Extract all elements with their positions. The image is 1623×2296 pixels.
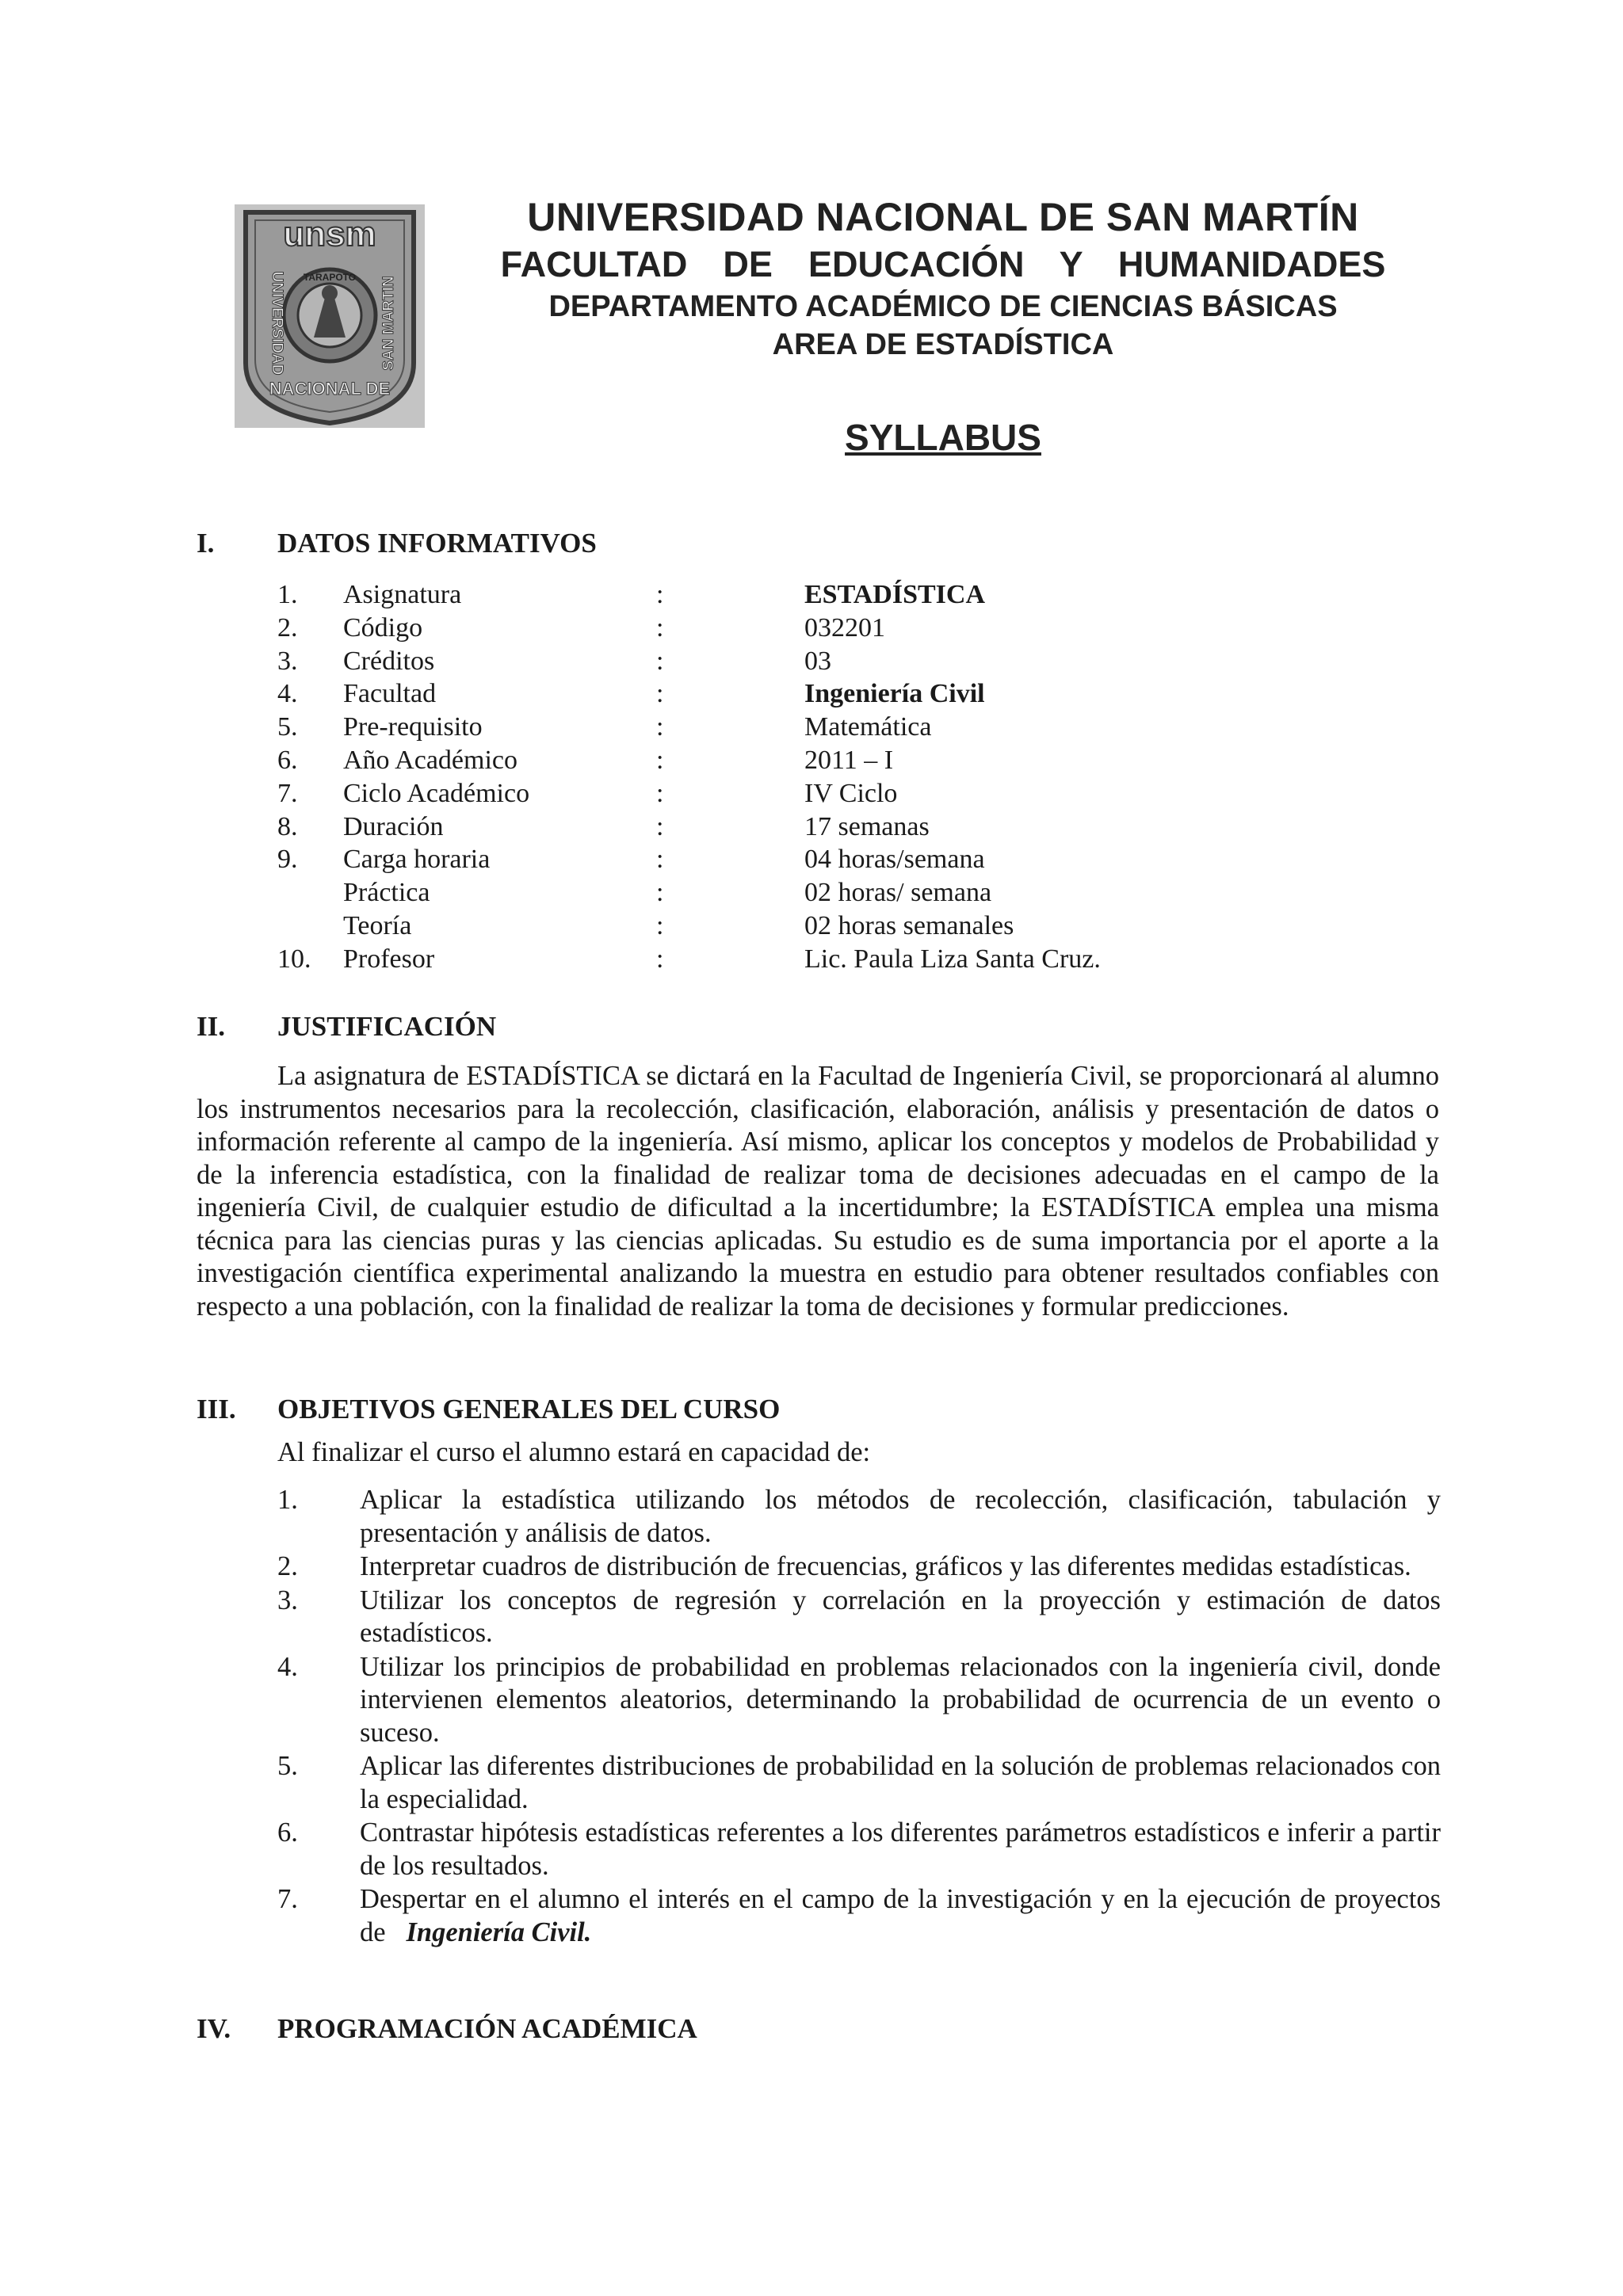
datos-row-colon: : xyxy=(656,679,664,709)
datos-row-label: Teoría xyxy=(343,911,412,940)
datos-row-number: 5. xyxy=(277,712,298,742)
objective-item xyxy=(277,1817,1441,1882)
objective-text-wrap xyxy=(360,1883,1441,1949)
datos-row-label: Pre-requisito xyxy=(343,712,483,742)
objective-number: 3. xyxy=(277,1585,298,1615)
datos-row-value: Ingeniería Civil xyxy=(804,679,985,709)
logo-right-text: SAN MARTIN xyxy=(380,276,397,371)
objective-item xyxy=(277,1585,1441,1650)
objective-text-wrap xyxy=(360,1550,1441,1584)
objective-emphasis: Ingeniería Civil. xyxy=(406,1917,592,1947)
university-title: UNIVERSIDAD NACIONAL DE SAN MARTÍN xyxy=(527,195,1359,239)
objective-number: 6. xyxy=(277,1817,298,1848)
objective-number: 4. xyxy=(277,1651,298,1682)
datos-row-value: 04 horas/semana xyxy=(804,845,985,875)
section-number: IV. xyxy=(197,2013,231,2044)
datos-row-number: 10. xyxy=(277,944,311,974)
datos-row-colon: : xyxy=(656,778,664,808)
datos-row-label: Código xyxy=(343,612,423,643)
datos-row-colon: : xyxy=(656,944,664,974)
objective-item xyxy=(277,1550,1441,1584)
objective-text: Aplicar las diferentes distribuciones de probabilidad en la solución de problemas relacionados con la especialidad. xyxy=(360,1751,1441,1814)
area-title: AREA DE ESTADÍSTICA xyxy=(772,328,1114,361)
datos-row-value: 2011 – I xyxy=(804,746,894,775)
datos-row-label: Duración xyxy=(343,811,444,841)
objective-text-wrap xyxy=(360,1651,1441,1750)
datos-row-label: Créditos xyxy=(343,646,435,676)
objectives-list xyxy=(277,1484,1441,1950)
objective-item xyxy=(277,1484,1441,1550)
justification-text xyxy=(197,1060,1439,1323)
datos-row-value: 02 horas/ semana xyxy=(804,878,992,908)
objective-text-wrap xyxy=(360,1817,1441,1882)
section-number: I. xyxy=(197,528,215,559)
datos-row-colon: : xyxy=(656,878,664,908)
datos-row-number: 6. xyxy=(277,746,298,775)
objective-item xyxy=(277,1750,1441,1816)
department-title: DEPARTAMENTO ACADÉMICO DE CIENCIAS BÁSICAS xyxy=(548,290,1338,323)
datos-row-label: Profesor xyxy=(343,944,435,974)
objective-number: 1. xyxy=(277,1485,298,1515)
objective-number: 2. xyxy=(277,1551,298,1581)
section-number: III. xyxy=(197,1394,236,1425)
datos-row-colon: : xyxy=(656,845,664,875)
objective-item xyxy=(277,1883,1441,1949)
section-title-justificacion: JUSTIFICACIÓN xyxy=(277,1011,497,1042)
logo-left-text: UNIVERSIDAD xyxy=(269,271,285,376)
section-title-programacion: PROGRAMACIÓN ACADÉMICA xyxy=(277,2013,697,2044)
logo-bottom-text: NACIONAL DE xyxy=(269,379,391,399)
objective-text: Despertar en el alumno el interés en el campo de la investigación y en la ejecución de proyectos de xyxy=(360,1884,1441,1947)
objective-text: Aplicar la estadística utilizando los métodos de recolección, clasificación, tabulación y presentación y análisis de datos. xyxy=(360,1485,1441,1548)
datos-row-label: Práctica xyxy=(343,878,430,908)
section-title-datos: DATOS INFORMATIVOS xyxy=(277,528,597,559)
datos-row-colon: : xyxy=(656,712,664,742)
datos-row-value: 17 semanas xyxy=(804,811,930,841)
objective-text-wrap xyxy=(360,1750,1441,1816)
datos-row-label: Ciclo Académico xyxy=(343,778,530,808)
datos-row-number: 3. xyxy=(277,646,298,676)
datos-row-value: 032201 xyxy=(804,612,885,643)
datos-row-value: 02 horas semanales xyxy=(804,911,1014,940)
university-seal-icon xyxy=(235,204,425,428)
datos-row-colon: : xyxy=(656,612,664,643)
logo-seal-text: TARAPOTO xyxy=(303,272,357,283)
datos-row-label: Facultad xyxy=(343,679,437,709)
datos-row-label: Año Académico xyxy=(343,746,517,775)
faculty-title: FACULTAD DE EDUCACIÓN Y HUMANIDADES xyxy=(500,244,1386,284)
datos-row-colon: : xyxy=(656,646,664,676)
objective-text-wrap xyxy=(360,1484,1441,1550)
objective-number: 7. xyxy=(277,1884,298,1914)
datos-row-number: 7. xyxy=(277,778,298,808)
university-logo xyxy=(235,204,425,428)
objective-number: 5. xyxy=(277,1751,298,1781)
datos-row-colon: : xyxy=(656,811,664,841)
datos-row-colon: : xyxy=(656,580,664,609)
section-title-objetivos: OBJETIVOS GENERALES DEL CURSO xyxy=(277,1394,781,1425)
datos-row-number: 9. xyxy=(277,845,298,875)
objective-text: Contrastar hipótesis estadísticas referentes a los diferentes parámetros estadísticos e inferir a partir de los resultados. xyxy=(360,1817,1441,1881)
objective-text: Interpretar cuadros de distribución de frecuencias, gráficos y las diferentes medidas estadísticas. xyxy=(360,1551,1411,1581)
objectives-intro: Al finalizar el curso el alumno estará en capacidad de: xyxy=(277,1437,871,1467)
document-title: SYLLABUS xyxy=(845,417,1041,458)
justification-paragraph: La asignatura de ESTADÍSTICA se dictará en la Facultad de Ingeniería Civil, se proporcionará al alumno los instrumentos necesarios para la recolección, clasificación, elaboración, análisis y presentación de datos o información referente al campo de la ingeniería. Así mismo, aplicar los conceptos y modelos de Probabilidad y de la inferencia estadística, con la finalidad de realizar toma de decisiones adecuadas en el campo de la ingeniería Civil, de cualquier estudio de dificultad a la incertidumbre; la ESTADÍSTICA emplea una misma técnica para las ciencias puras y las ciencias aplicadas. Su estudio es de suma importancia por el aporte a la investigación científica experimental analizando la muestra en estudio para obtener resultados confiables con respecto a una población, con la finalidad de realizar la toma de decisiones y formular predicciones. xyxy=(197,1061,1439,1322)
logo-top-text: unsm xyxy=(283,215,376,254)
datos-row-value: 03 xyxy=(804,646,831,676)
datos-row-number: 2. xyxy=(277,612,298,643)
section-number: II. xyxy=(197,1011,225,1042)
datos-row-colon: : xyxy=(656,746,664,775)
datos-row-value: ESTADÍSTICA xyxy=(804,580,986,609)
datos-row-number: 1. xyxy=(277,580,298,609)
objective-text: Utilizar los principios de probabilidad en problemas relacionados con la ingeniería civil, donde intervienen elementos aleatorios, determinando la probabilidad de ocurrencia de un evento o suceso. xyxy=(360,1651,1441,1748)
objective-item xyxy=(277,1651,1441,1750)
objective-text-wrap xyxy=(360,1585,1441,1650)
objective-text: Utilizar los conceptos de regresión y correlación en la proyección y estimación de datos estadísticos. xyxy=(360,1585,1441,1648)
datos-row-number: 4. xyxy=(277,679,298,709)
datos-row-colon: : xyxy=(656,911,664,940)
datos-row-label: Asignatura xyxy=(343,580,462,609)
datos-row-label: Carga horaria xyxy=(343,845,491,875)
datos-row-value: Lic. Paula Liza Santa Cruz. xyxy=(804,944,1101,974)
datos-row-value: Matemática xyxy=(804,712,932,742)
datos-row-value: IV Ciclo xyxy=(804,778,898,808)
datos-row-number: 8. xyxy=(277,811,298,841)
